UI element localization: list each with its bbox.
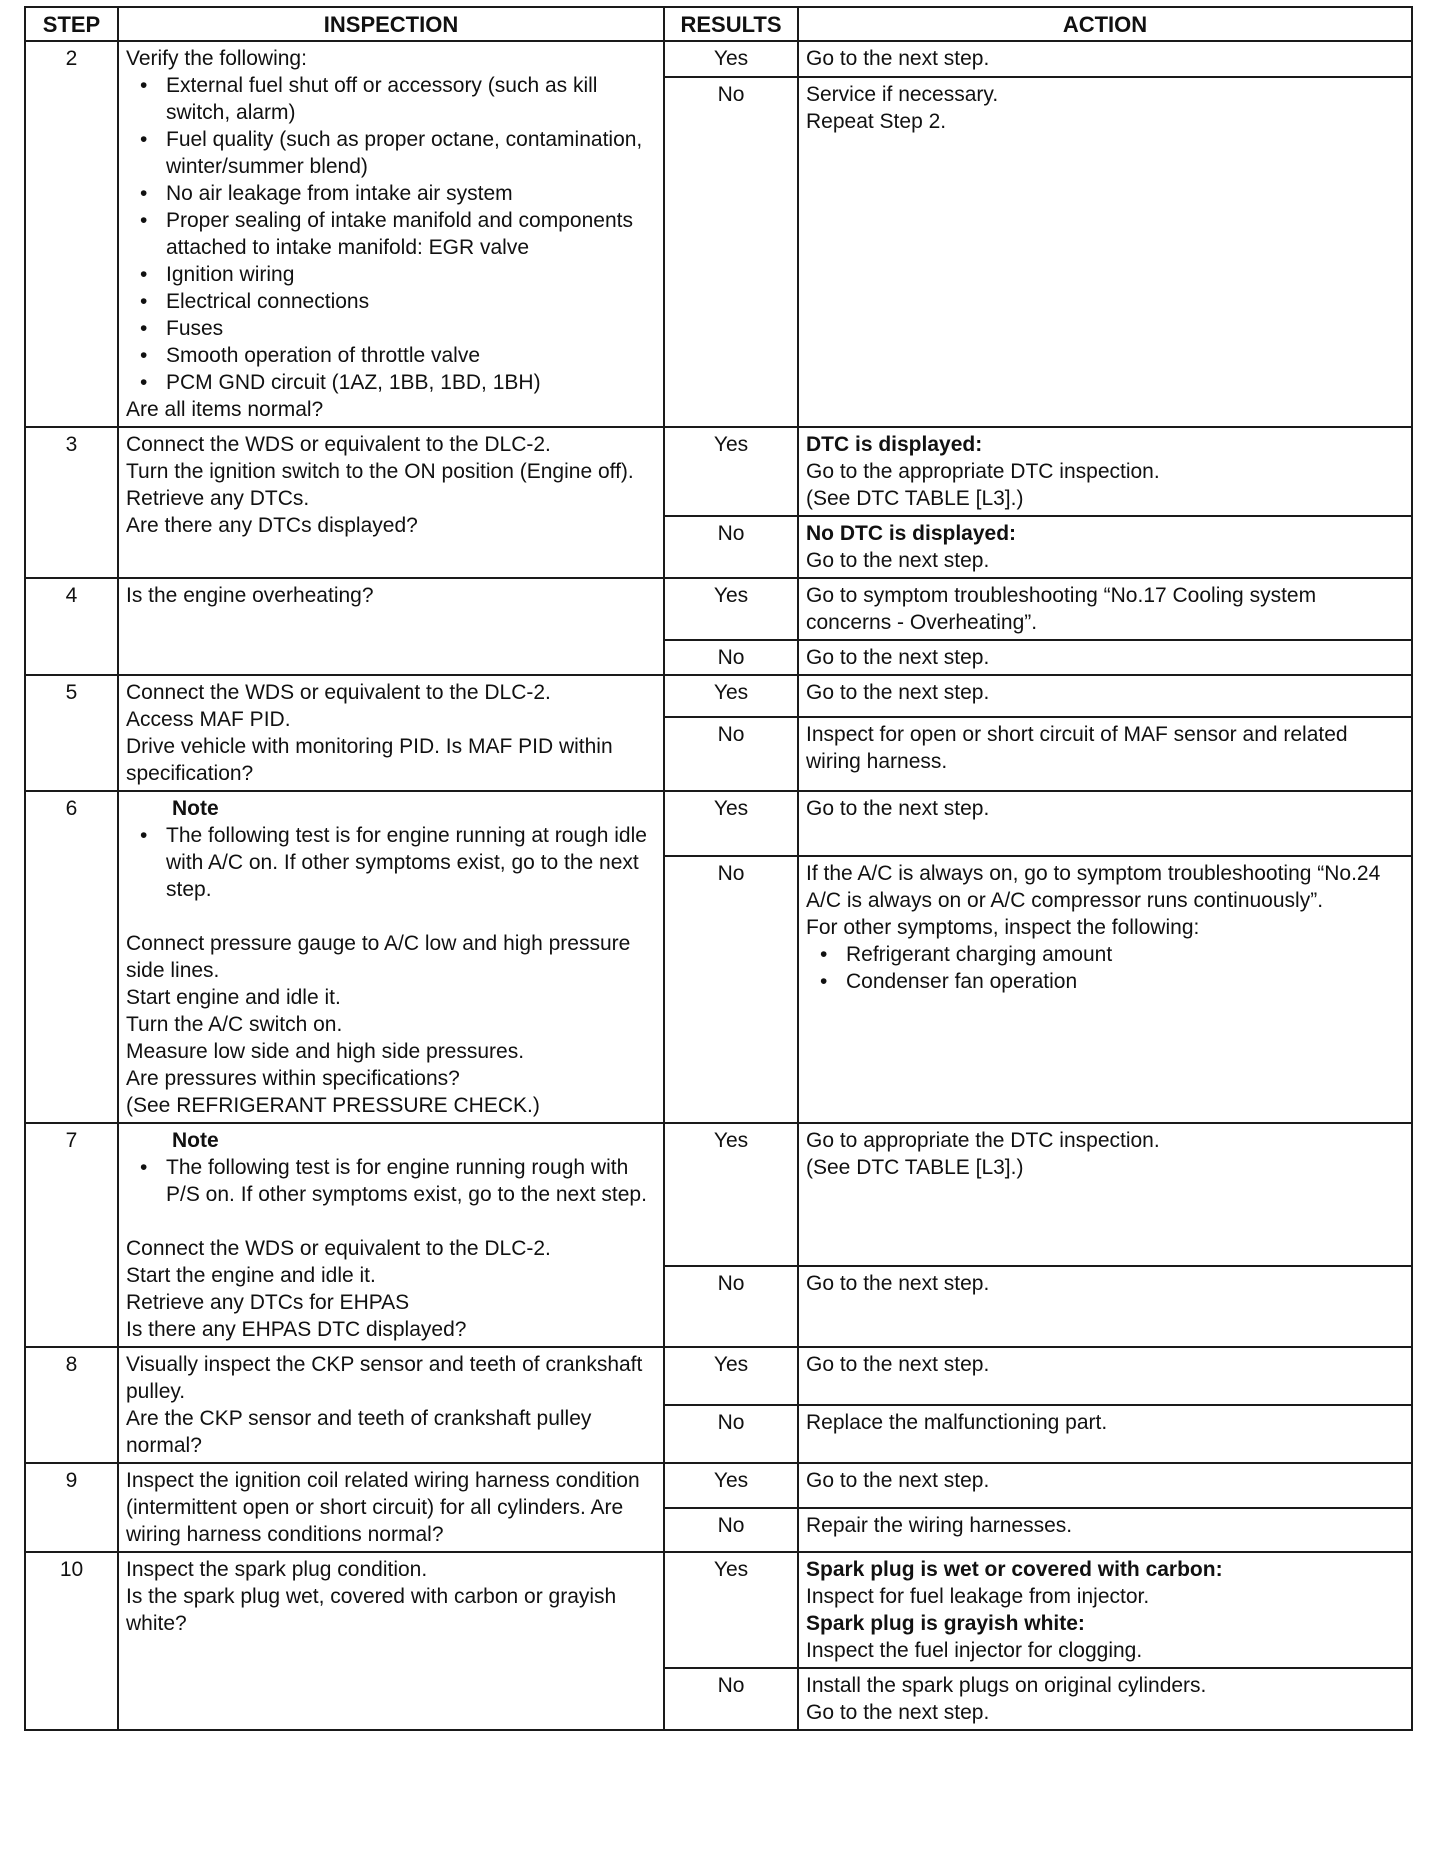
inspection-cell — [118, 427, 664, 578]
note-text: • The following test is for engine running at rough idle with A/C on. If other symptoms exist, go to the next step. — [166, 822, 656, 903]
result-no: No — [664, 640, 798, 675]
troubleshooting-sheet — [24, 6, 1411, 1731]
list-item: • Smooth operation of throttle valve — [166, 342, 656, 369]
result-yes: Yes — [664, 791, 798, 856]
inspection-cell — [118, 1347, 664, 1463]
action-heading: Spark plug is wet or covered with carbon: — [806, 1558, 1223, 1581]
action-text: Inspect the fuel injector for clogging. — [806, 1639, 1143, 1662]
inspection-text: (See REFRIGERANT PRESSURE CHECK.) — [126, 1094, 540, 1117]
header-step: STEP — [25, 7, 118, 41]
inspection-text: Are there any DTCs displayed? — [126, 514, 418, 537]
table-row — [25, 675, 1412, 717]
spacer — [126, 1208, 656, 1235]
result-no: No — [664, 856, 798, 1123]
result-yes: Yes — [664, 41, 798, 77]
list-item: • Ignition wiring — [166, 261, 656, 288]
header-results: RESULTS — [664, 7, 798, 41]
result-yes: Yes — [664, 1463, 798, 1508]
result-yes: Yes — [664, 427, 798, 516]
action-text: Go to the appropriate DTC inspection. — [806, 460, 1160, 483]
list-item: • Refrigerant charging amount — [846, 941, 1404, 968]
action-cell — [798, 1123, 1412, 1266]
result-yes: Yes — [664, 1347, 798, 1405]
result-yes: Yes — [664, 675, 798, 717]
action-text: Service if necessary. — [806, 83, 999, 106]
action-cell: Go to the next step. — [798, 1266, 1412, 1347]
inspection-text: Access MAF PID. — [126, 708, 291, 731]
list-item: • PCM GND circuit (1AZ, 1BB, 1BD, 1BH) — [166, 369, 656, 396]
header-action: ACTION — [798, 7, 1412, 41]
inspection-text: Verify the following: — [126, 47, 307, 70]
list-item: • No air leakage from intake air system — [166, 180, 656, 207]
action-text: Go to the next step. — [806, 549, 990, 572]
inspection-text: Visually inspect the CKP sensor and teeth of crankshaft pulley. — [126, 1353, 643, 1403]
table-row — [25, 1123, 1412, 1266]
inspection-text: Retrieve any DTCs for EHPAS — [126, 1291, 410, 1314]
action-cell — [798, 856, 1412, 1123]
checklist — [806, 941, 1404, 995]
inspection-text: Turn the ignition switch to the ON position (Engine off). — [126, 460, 634, 483]
table-row — [25, 1463, 1412, 1508]
result-no: No — [664, 1508, 798, 1553]
list-item: • Fuel quality (such as proper octane, contamination, winter/summer blend) — [166, 126, 656, 180]
table-row — [25, 41, 1412, 77]
inspection-text: Connect the WDS or equivalent to the DLC-2. — [126, 681, 551, 704]
checklist — [126, 72, 656, 396]
table-row — [25, 1347, 1412, 1405]
result-yes: Yes — [664, 1123, 798, 1266]
table-row — [25, 427, 1412, 516]
list-item: • Proper sealing of intake manifold and components attached to intake manifold: EGR valve — [166, 207, 656, 261]
action-cell: Inspect for open or short circuit of MAF sensor and related wiring harness. — [798, 717, 1412, 791]
action-text: (See DTC TABLE [L3].) — [806, 487, 1024, 510]
inspection-text: Measure low side and high side pressures. — [126, 1040, 525, 1063]
action-cell: Repair the wiring harnesses. — [798, 1508, 1412, 1553]
table-row — [25, 578, 1412, 640]
step-number: 5 — [25, 675, 118, 791]
spacer — [126, 903, 656, 930]
list-item: • Fuses — [166, 315, 656, 342]
inspection-text: Are the CKP sensor and teeth of crankshaft pulley normal? — [126, 1407, 592, 1457]
action-text: Go to the next step. — [806, 1701, 990, 1724]
action-cell — [798, 427, 1412, 516]
step-number: 6 — [25, 791, 118, 1123]
step-number: 4 — [25, 578, 118, 675]
inspection-text: Connect the WDS or equivalent to the DLC-2. — [126, 433, 551, 456]
note-title: Note — [172, 797, 219, 820]
action-cell: Go to the next step. — [798, 791, 1412, 856]
inspection-question: Are all items normal? — [126, 398, 324, 421]
table-row — [25, 791, 1412, 856]
step-number: 7 — [25, 1123, 118, 1347]
inspection-text: Are pressures within specifications? — [126, 1067, 460, 1090]
inspection-cell — [118, 1123, 664, 1347]
action-cell: Go to the next step. — [798, 1347, 1412, 1405]
result-no: No — [664, 1266, 798, 1347]
action-cell — [798, 516, 1412, 578]
inspection-cell — [118, 1552, 664, 1730]
result-no: No — [664, 717, 798, 791]
action-text: For other symptoms, inspect the following: — [806, 916, 1200, 940]
action-text: Install the spark plugs on original cylinders. — [806, 1674, 1207, 1697]
inspection-cell — [118, 675, 664, 791]
header-inspection: INSPECTION — [118, 7, 664, 41]
header-row — [25, 7, 1412, 41]
step-number: 2 — [25, 41, 118, 427]
action-cell: Go to the next step. — [798, 41, 1412, 77]
inspection-text: Connect pressure gauge to A/C low and high pressure side lines. — [126, 932, 631, 982]
inspection-text: Turn the A/C switch on. — [126, 1013, 343, 1036]
table-row — [25, 1552, 1412, 1668]
inspection-text: Is the spark plug wet, covered with carbon or grayish white? — [126, 1585, 617, 1635]
action-cell: Go to symptom troubleshooting “No.17 Cooling system concerns - Overheating”. — [798, 578, 1412, 640]
list-item: • Condenser fan operation — [846, 968, 1404, 995]
inspection-text: Start the engine and idle it. — [126, 1264, 376, 1287]
step-number: 10 — [25, 1552, 118, 1730]
action-cell: Go to the next step. — [798, 1463, 1412, 1508]
action-cell: Replace the malfunctioning part. — [798, 1405, 1412, 1463]
result-no: No — [664, 516, 798, 578]
action-heading: Spark plug is grayish white: — [806, 1612, 1085, 1635]
troubleshooting-table — [24, 6, 1413, 1731]
result-no: No — [664, 1405, 798, 1463]
note-text: • The following test is for engine running rough with P/S on. If other symptoms exist, go to the next step. — [166, 1154, 656, 1208]
result-no: No — [664, 77, 798, 427]
step-number: 9 — [25, 1463, 118, 1552]
note-list — [126, 1154, 656, 1208]
step-number: 8 — [25, 1347, 118, 1463]
inspection-cell: Inspect the ignition coil related wiring harness condition (intermittent open or short circuit) for all cylinders. Are wiring harness conditions normal? — [118, 1463, 664, 1552]
inspection-text: Inspect the spark plug condition. — [126, 1558, 428, 1581]
action-cell: Go to the next step. — [798, 640, 1412, 675]
result-yes: Yes — [664, 578, 798, 640]
inspection-text: Connect the WDS or equivalent to the DLC-2. — [126, 1237, 551, 1260]
step-number: 3 — [25, 427, 118, 578]
inspection-cell — [118, 791, 664, 1123]
action-heading: No DTC is displayed: — [806, 522, 1017, 545]
action-cell — [798, 1552, 1412, 1668]
action-cell: Go to the next step. — [798, 675, 1412, 717]
action-text: Inspect for fuel leakage from injector. — [806, 1585, 1150, 1608]
inspection-text: Start engine and idle it. — [126, 986, 341, 1009]
result-yes: Yes — [664, 1552, 798, 1668]
action-cell — [798, 1668, 1412, 1730]
action-text: If the A/C is always on, go to symptom troubleshooting “No.24 A/C is always on or A/C compressor runs continuously”. — [806, 862, 1381, 913]
inspection-text: Retrieve any DTCs. — [126, 487, 310, 510]
list-item: • External fuel shut off or accessory (such as kill switch, alarm) — [166, 72, 656, 126]
inspection-cell — [118, 41, 664, 427]
result-no: No — [664, 1668, 798, 1730]
note-list — [126, 822, 656, 903]
inspection-cell: Is the engine overheating? — [118, 578, 664, 675]
action-text: Go to appropriate the DTC inspection. — [806, 1129, 1160, 1152]
list-item: • Electrical connections — [166, 288, 656, 315]
inspection-text: Drive vehicle with monitoring PID. Is MAF PID within specification? — [126, 735, 613, 785]
inspection-text: Is there any EHPAS DTC displayed? — [126, 1318, 467, 1341]
action-cell — [798, 77, 1412, 427]
action-text: Repeat Step 2. — [806, 110, 947, 133]
action-heading: DTC is displayed: — [806, 433, 983, 456]
action-text: (See DTC TABLE [L3].) — [806, 1156, 1024, 1179]
note-title: Note — [172, 1129, 219, 1152]
